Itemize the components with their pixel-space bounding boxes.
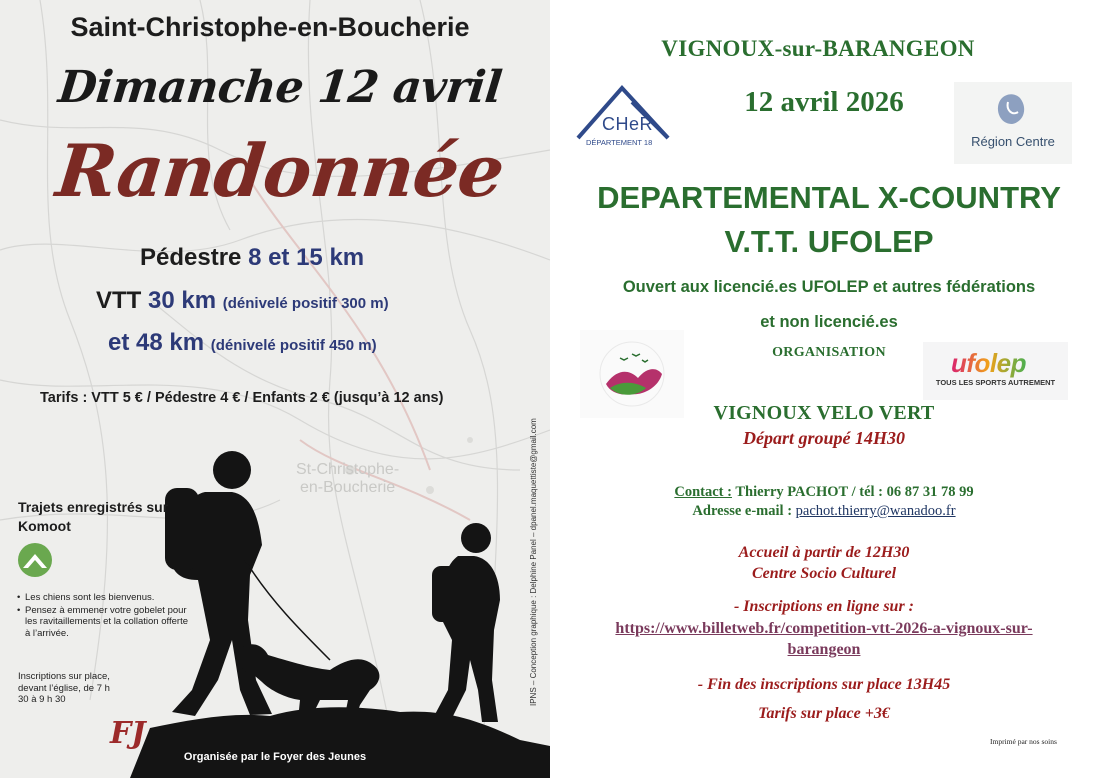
- accueil-time: Accueil à partir de 12H30: [738, 544, 910, 561]
- side-credit: IPNS – Conception graphique : Delphine Panel – dpanel.maquettiste@gmail.com: [529, 418, 538, 706]
- contact-label: Contact :: [674, 484, 732, 500]
- contact-value: Thierry PACHOT / tél : 06 87 31 78 99: [731, 484, 974, 500]
- registration-url-line-1[interactable]: https://www.billetweb.fr/competition-vtt-2026-a-vignoux-sur-: [615, 620, 1033, 637]
- cher-departement-logo: [572, 82, 682, 152]
- child-hiker-silhouette: [432, 523, 500, 722]
- pedestre-label: Pédestre: [140, 244, 242, 271]
- foyer-jeunes-logo: FJ: [110, 716, 146, 751]
- email-line: [558, 503, 1090, 520]
- email-link[interactable]: pachot.thierry@wanadoo.fr: [795, 503, 956, 519]
- right-poster: [558, 0, 1100, 778]
- right-date: 12 avril 2026: [744, 86, 904, 118]
- cher-logo-word: CHeR: [602, 114, 654, 134]
- tarifs-sur-place: Tarifs sur place +3€: [758, 705, 890, 722]
- info-bullets: [17, 592, 192, 640]
- map-town-label-1: St-Christophe-: [296, 461, 400, 478]
- tarifs-line: Tarifs : VTT 5 € / Pédestre 4 € / Enfants 2 € (jusqu’à 12 ans): [40, 390, 444, 406]
- vtt-48-line: [108, 329, 377, 357]
- event-title: Randonnée: [52, 128, 508, 213]
- vtt-line: [96, 287, 389, 315]
- region-centre-logo: [954, 82, 1072, 164]
- right-town: VIGNOUX-sur-BARANGEON: [661, 36, 975, 61]
- inscriptions-info: Inscriptions sur place, devant l’église, de 7 h 30 à 9 h 30: [18, 671, 110, 705]
- region-logo-label: Région Centre: [971, 134, 1055, 149]
- bullet-gobelet: • Pensez à emmener votre gobelet pour les ravitaillements et la collation offerte à l’arrivée.: [17, 605, 192, 640]
- vtt-label: VTT: [96, 287, 142, 314]
- vtt-distance: 30 km: [148, 287, 217, 314]
- ufolep-tagline: TOUS LES SPORTS AUTREMENT: [935, 378, 1056, 387]
- cher-logo-subtitle: DÉPARTEMENT 18: [586, 138, 653, 147]
- pedestre-distances: 8 et 15 km: [248, 244, 365, 271]
- registration-url-line-2[interactable]: barangeon: [787, 641, 861, 658]
- map-town-label-2: en-Boucherie: [300, 479, 396, 496]
- organisation-label: ORGANISATION: [772, 345, 886, 360]
- email-label: Adresse e-mail :: [692, 503, 796, 519]
- village-name: Saint-Christophe-en-Boucherie: [70, 12, 470, 42]
- centre-socio-culturel: Centre Socio Culturel: [751, 565, 897, 582]
- inscriptions-en-ligne: - Inscriptions en ligne sur :: [733, 598, 915, 615]
- komoot-icon: [18, 543, 52, 577]
- ufolep-logo: [923, 342, 1068, 400]
- non-licencie-text: et non licencié.es: [760, 313, 898, 331]
- komoot-title: Trajets enregistrés sur Komoot: [18, 499, 169, 534]
- bullet-dogs: • Les chiens sont les bienvenus.: [17, 592, 192, 604]
- ouvert-text: Ouvert aux licencié.es UFOLEP et autres fédérations: [622, 278, 1036, 296]
- imprime-note: Imprimé par nos soins: [990, 737, 1057, 746]
- heading-departemental: DEPARTEMENTAL X-COUNTRY: [597, 180, 1061, 215]
- contact-line: [558, 484, 1090, 501]
- club-name: VIGNOUX VELO VERT: [713, 402, 935, 424]
- event-date: Dimanche 12 avril: [55, 62, 505, 113]
- vtt-denivele: (dénivelé positif 300 m): [222, 295, 389, 312]
- heading-vtt-ufolep: V.T.T. UFOLEP: [724, 224, 934, 259]
- ufolep-logo-word: ufolep: [951, 348, 1026, 378]
- depart-time: Départ groupé 14H30: [743, 428, 905, 448]
- pedestre-line: [140, 244, 364, 272]
- organisee-par: Organisée par le Foyer des Jeunes: [183, 751, 367, 763]
- vtt-48-denivele: (dénivelé positif 450 m): [210, 337, 377, 354]
- fin-inscriptions: - Fin des inscriptions sur place 13H45: [697, 676, 951, 693]
- vtt-48-distance: et 48 km: [108, 329, 205, 356]
